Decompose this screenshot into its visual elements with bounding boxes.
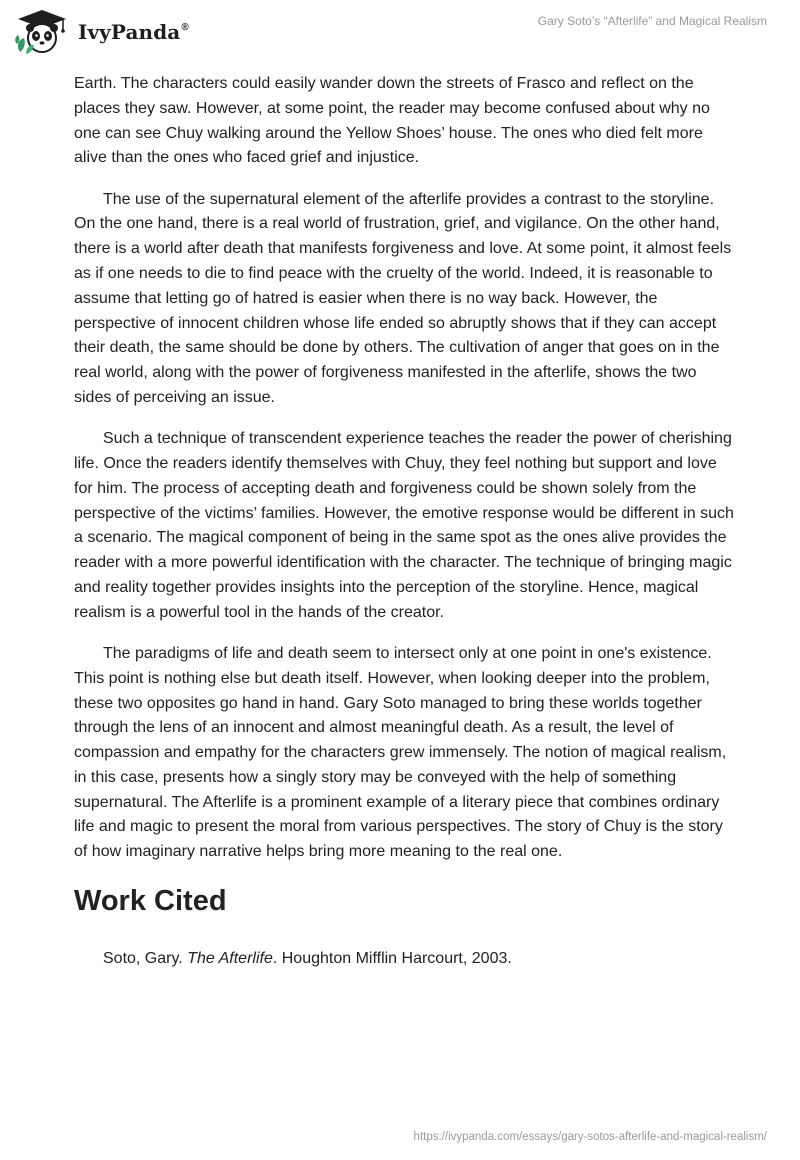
brand-name: IvyPanda®: [78, 20, 189, 44]
paragraph-3: Such a technique of transcendent experience teaches the reader the power of cherishing life. Once the readers identify themselves with Chuy, they feel nothing but support and love for him. The process of accepting death and forgiveness could be shown solely from the perspective of the victims’ families. However, the emotive response would be different in such a scenario. The magical component of being in the same spot as the ones alive provides the reader with a more powerful identification with the character. The technique of bringing magic and reality together provides insights into the perception of the storyline. Hence, magical realism is a powerful tool in the hands of the creator.: [74, 430, 734, 621]
citation-title: The Afterlife: [187, 950, 273, 968]
panda-graduation-cap-logo-icon: [14, 8, 70, 56]
citation-author: Soto, Gary.: [103, 950, 188, 968]
citation-publisher: . Houghton Mifflin Harcourt, 2003.: [272, 950, 512, 968]
registered-mark: ®: [181, 22, 189, 33]
document-title: Gary Soto’s “Afterlife” and Magical Realism: [537, 14, 767, 28]
paragraph-2: The use of the supernatural element of the afterlife provides a contrast to the storyline. On the one hand, there is a real world of frustration, grief, and vigilance. On the other hand, there is a world after death that manifests forgiveness and love. At some point, it almost feels as if one needs to die to find peace with the cruelty of the world. Indeed, it is reasonable to assume that letting go of hatred is easier when there is no way back. However, the perspective of innocent children whose life ended so abruptly shows that if they can accept their death, the same should be done by others. The cultivation of anger that goes on in the real world, along with the power of forgiveness manifested in the afterlife, shows the two sides of perceiving an issue.: [74, 190, 732, 406]
paragraph-4: The paradigms of life and death seem to intersect only at one point in one's existence. This point is nothing else but death itself. However, when looking deeper into the problem, these two opposites go hand in hand. Gary Soto managed to bring these worlds together through the lens of an innocent and almost meaningful death. As a result, the level of compassion and empathy for the characters grew immensely. The notion of magical realism, in this case, presents how a singly story may be conveyed with the help of something supernatural. The Afterlife is a prominent example of a literary piece that combines ordinary life and magic to present the moral from various perspectives. The story of Chuy is the story of how imaginary narrative helps bring more meaning to the real one.: [74, 644, 727, 861]
works-cited-heading: Work Cited: [74, 885, 227, 918]
ivypanda-logo-link[interactable]: [14, 8, 189, 56]
essay-content: [74, 72, 734, 972]
page-header: [0, 0, 800, 70]
citation-entry: [74, 947, 734, 972]
source-url-link[interactable]: https://ivypanda.com/essays/gary-sotos-afterlife-and-magical-realism/: [413, 1131, 767, 1143]
paragraph-1: Earth. The characters could easily wander down the streets of Frasco and reflect on the places they saw. However, at some point, the reader may become confused about why no one can see Chuy walking around the Yellow Shoes’ house. The ones who died felt more alive than the ones who faced grief and injustice.: [74, 75, 710, 167]
